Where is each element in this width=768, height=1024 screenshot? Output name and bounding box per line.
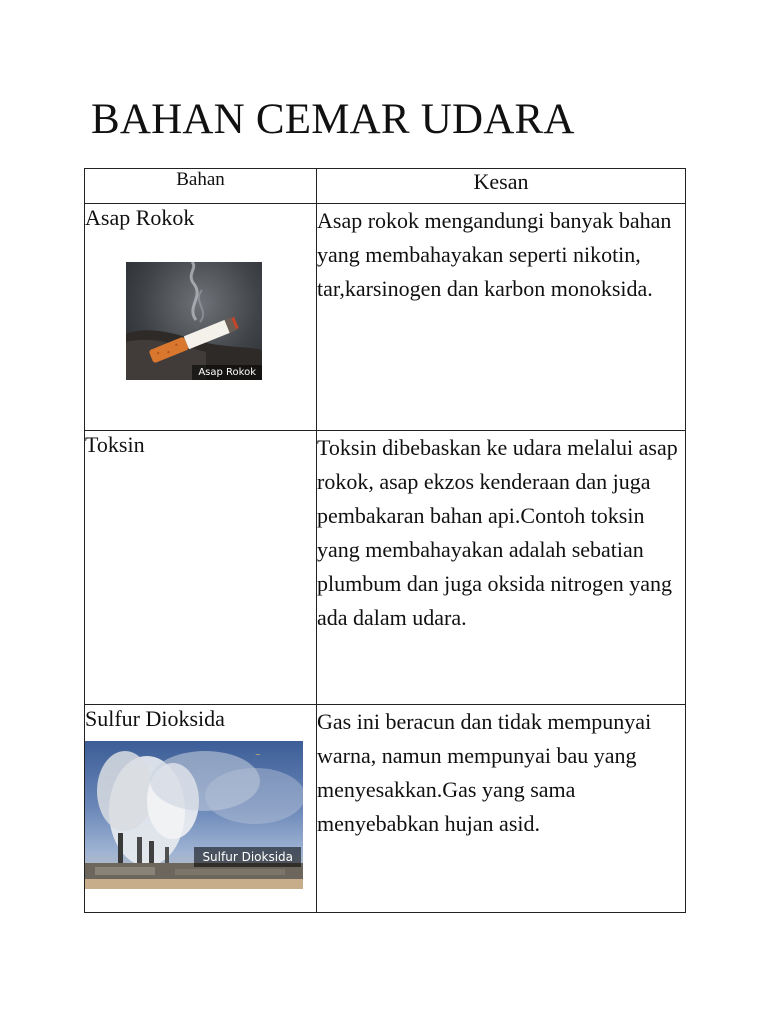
kesan-cell: Asap rokok mengandungi banyak bahan yang membahayakan seperti nikotin, tar,karsinogen dan karbon monoksida. — [317, 204, 686, 431]
kesan-cell: Toksin dibebaskan ke udara melalui asap rokok, asap ekzos kenderaan dan juga pembakaran bahan api.Contoh toksin yang membahayakan adalah sebatian plumbum dan juga oksida nitrogen yang ada dalam udara. — [317, 431, 686, 705]
table-row — [85, 705, 686, 913]
bahan-name: Sulfur Dioksida — [85, 706, 225, 731]
bahan-name: Toksin — [85, 432, 145, 457]
bahan-cell — [85, 204, 317, 431]
bahan-name: Asap Rokok — [85, 205, 195, 230]
image-caption: Sulfur Dioksida — [194, 847, 301, 867]
svg-text:~: ~ — [255, 751, 261, 759]
page-title: BAHAN CEMAR UDARA — [91, 96, 575, 143]
factory-smoke-image — [85, 741, 303, 889]
table-header-row — [85, 169, 686, 204]
bahan-cell — [85, 705, 317, 913]
pollutant-table — [84, 168, 686, 913]
cigarette-smoke-image — [126, 262, 262, 380]
table-row — [85, 204, 686, 431]
table-row — [85, 431, 686, 705]
bahan-cell — [85, 431, 317, 705]
header-kesan: Kesan — [317, 169, 686, 204]
cigarette-illustration — [126, 262, 262, 380]
image-caption: Asap Rokok — [192, 365, 262, 380]
kesan-cell: Gas ini beracun dan tidak mempunyai warna, namun mempunyai bau yang menyesakkan.Gas yang sama menyebabkan hujan asid. — [317, 705, 686, 913]
header-bahan: Bahan — [85, 169, 317, 204]
